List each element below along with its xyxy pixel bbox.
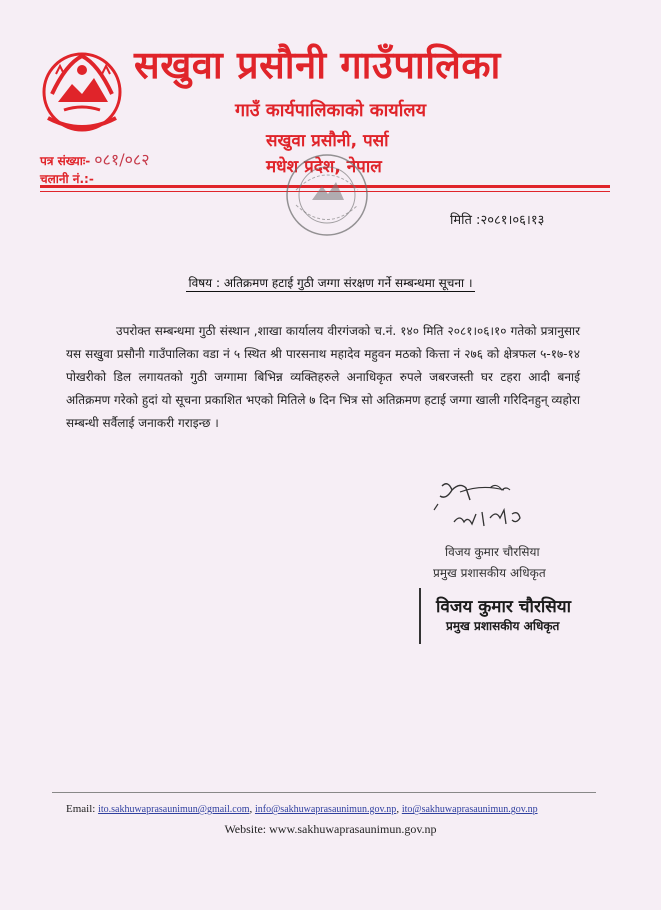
- stamp-name: विजय कुमार चौरसिया: [436, 597, 572, 617]
- reference-number: [40, 148, 150, 170]
- footer-website: [0, 822, 661, 837]
- ref-label: पत्र संख्याः-: [40, 154, 91, 168]
- signature-icon: [430, 478, 540, 536]
- date-label: मिति :: [450, 213, 481, 228]
- signatory-title: प्रमुख प्रशासकीय अधिकृत: [433, 566, 546, 580]
- letter-date: [450, 210, 544, 228]
- stamp-title: प्रमुख प्रशासकीय अधिकृत: [446, 619, 560, 633]
- address-line2: मधेश प्रदेश, नेपाल: [266, 157, 382, 177]
- website-label: Website:: [224, 822, 267, 836]
- org-name: सखुवा प्रसौनी गाउँपालिका: [134, 43, 501, 87]
- office-name: गाउँ कार्यपालिकाको कार्यालय: [234, 100, 427, 121]
- stamp-border: [419, 588, 421, 644]
- dispatch-number: चलानी नं.:-: [40, 172, 94, 186]
- date-value: २०८१।०६।१३: [480, 213, 545, 228]
- notice-body: उपरोक्त सम्बन्धमा गुठी संस्थान ,शाखा कार्यालय वीरगंजको च.नं. १४० मिति २०८१।०६।१० गतेको प्रत्रानुसार यस सखुवा प्रसौनी गाउँपालिका वडा नं ५ स्थित श्री पारसनाथ महादेव महुवन मठको कित्ता नं २७६ को क्षेत्रफल ५-१७-१४ पोखरीको डिल लगायतको गुठी जग्गामा बिभिन्न व्यक्तिहरुले अनाधिकृत रुपले जबरजस्ती घर टहरा आदी बनाई अतिक्रमण गरेको हुदां यो सूचना प्रकाशित भएको मितिले ७ दिन भित्र सो अतिक्रमण हटाई जग्गा खाली गरिदिनहुन् व्यहोरा सम्बन्धी सर्वैलाई जनाकरी गराइन्छ ।: [66, 324, 580, 430]
- email-link-1[interactable]: ito.sakhuwaprasaunimun@gmail.com: [98, 804, 250, 815]
- email-label: Email:: [66, 803, 96, 815]
- office-seal-icon: [282, 150, 372, 240]
- nepal-emblem-icon: [36, 44, 128, 136]
- subject-text: विषय : अतिक्रमण हटाई गुठी जग्गा संरक्षण गर्ने सम्बन्धमा सूचना ।: [188, 276, 473, 290]
- website-url: www.sakhuwaprasaunimun.gov.np: [269, 822, 437, 836]
- email-link-3[interactable]: ito@sakhuwaprasaunimun.gov.np: [401, 804, 538, 815]
- ref-value: ०८१/०८२: [94, 150, 150, 169]
- address-line1: सखुवा प्रसौनी, पर्सा: [266, 131, 389, 151]
- subject-line: [0, 274, 661, 291]
- email-link-2[interactable]: info@sakhuwaprasaunimun.gov.np: [254, 804, 397, 815]
- signatory-name: विजय कुमार चौरसिया: [445, 545, 540, 559]
- footer-divider: [52, 792, 596, 793]
- footer-emails: Email: ito.sakhuwaprasaunimun@gmail.com, info@sakhuwaprasaunimun.gov.np, ito@sakhuwaprasaunimun.gov.np: [66, 803, 538, 815]
